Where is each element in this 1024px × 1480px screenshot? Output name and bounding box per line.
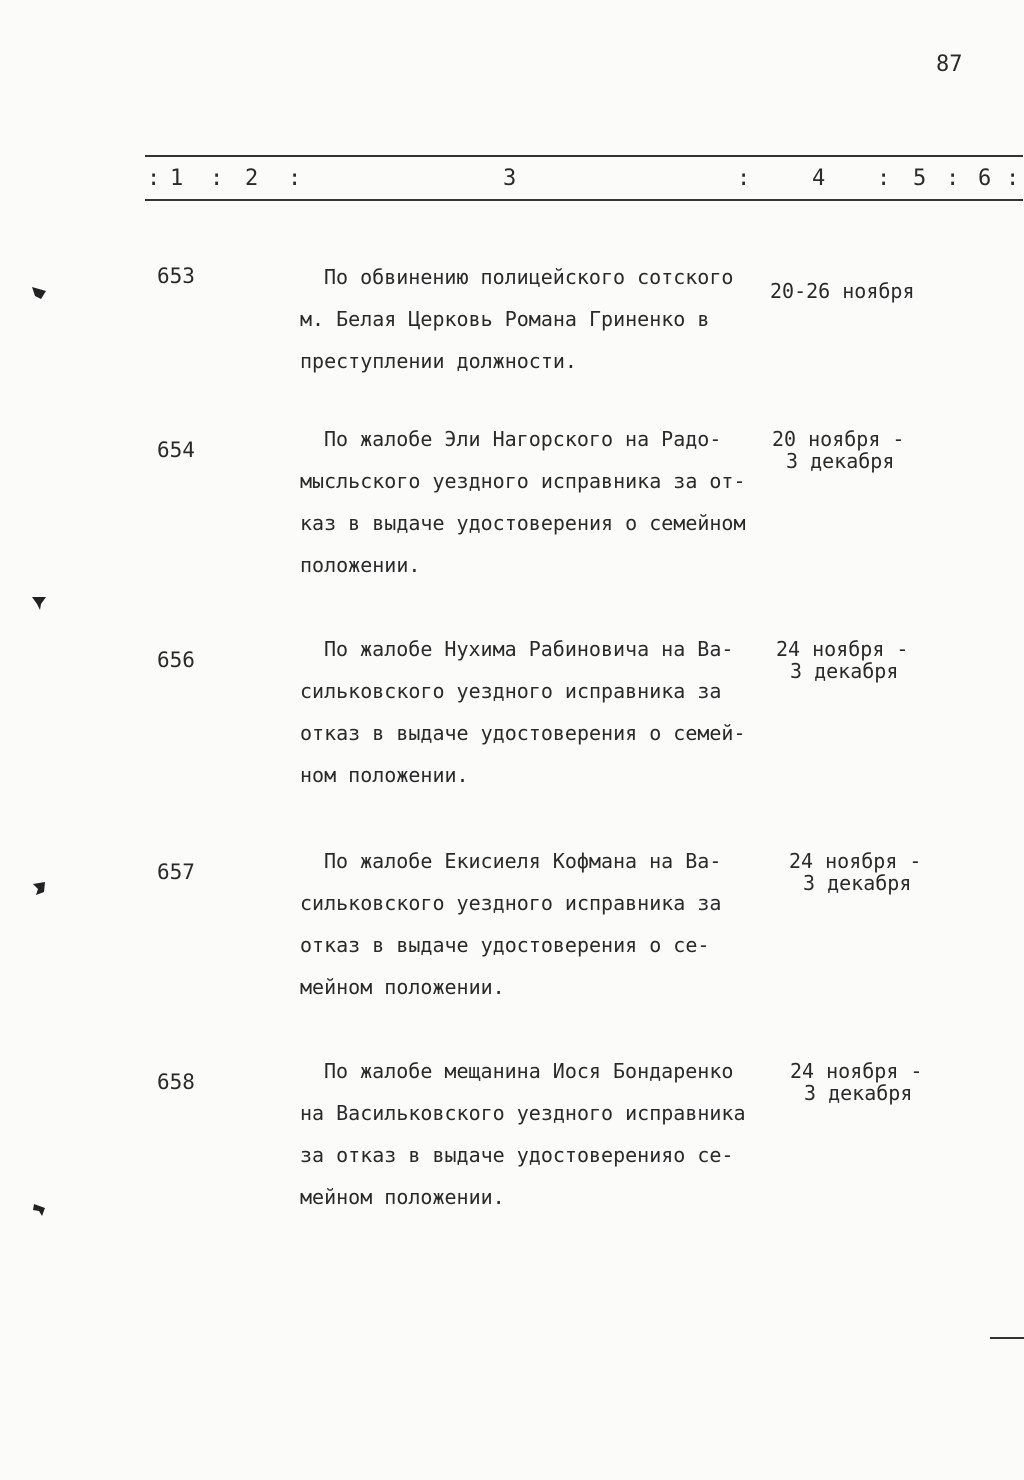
punch-hole-icon bbox=[30, 284, 48, 302]
entry-date bbox=[789, 850, 921, 894]
column-header-row bbox=[0, 166, 1024, 196]
column-separator: : bbox=[147, 166, 161, 191]
entry-date bbox=[776, 638, 908, 682]
entry-number: 656 bbox=[157, 648, 195, 672]
entry-text-line: за отказ в выдаче удостоверенияо се- bbox=[300, 1143, 734, 1167]
entry-description bbox=[300, 840, 820, 1008]
header-top-rule bbox=[145, 155, 1023, 157]
entry-text-line: каз в выдаче удостоверения о семейном bbox=[300, 511, 746, 535]
entry-text-line: положении. bbox=[300, 553, 421, 577]
punch-hole-icon bbox=[30, 880, 48, 898]
column-separator: : bbox=[946, 166, 960, 191]
entry-text-line: мейном положении. bbox=[300, 1185, 505, 1209]
entry-date bbox=[772, 428, 904, 472]
entry-text-line: преступлении должности. bbox=[300, 349, 577, 373]
date-start: 24 ноября - bbox=[776, 637, 909, 661]
entry-description bbox=[300, 418, 820, 586]
date-start: 20-26 ноября bbox=[770, 279, 915, 303]
date-end: 3 декабря bbox=[786, 449, 895, 473]
column-separator: : bbox=[1006, 166, 1020, 191]
date-end: 3 декабря bbox=[804, 1081, 913, 1105]
entry-text-line: сильковского уездного исправника за bbox=[300, 891, 722, 915]
header-bottom-rule bbox=[145, 199, 1023, 201]
column-separator: : bbox=[737, 166, 751, 191]
entry-text-line: По жалобе Нухима Рабиновича на Ва- bbox=[324, 637, 734, 661]
column-separator: : bbox=[288, 166, 302, 191]
date-end: 3 декабря bbox=[803, 871, 912, 895]
column-header-1: 1 bbox=[170, 166, 184, 191]
entry-number: 654 bbox=[157, 438, 195, 462]
entry-description bbox=[300, 628, 820, 796]
column-header-5: 5 bbox=[913, 166, 927, 191]
column-separator: : bbox=[210, 166, 224, 191]
date-start: 24 ноября - bbox=[790, 1059, 923, 1083]
column-separator: : bbox=[877, 166, 891, 191]
entry-date bbox=[770, 280, 915, 302]
date-start: 20 ноября - bbox=[772, 427, 905, 451]
entry-description bbox=[300, 1050, 820, 1218]
entry-text-line: мысльского уездного исправника за от- bbox=[300, 469, 746, 493]
entry-text-line: м. Белая Церковь Романа Гриненко в bbox=[300, 307, 710, 331]
punch-hole-icon bbox=[30, 594, 48, 612]
entry-number: 658 bbox=[157, 1070, 195, 1094]
entry-date bbox=[790, 1060, 922, 1104]
column-header-6: 6 bbox=[978, 166, 992, 191]
entry-text-line: По жалобе Эли Нагорского на Радо- bbox=[324, 427, 722, 451]
column-header-2: 2 bbox=[245, 166, 259, 191]
entry-text-line: отказ в выдаче удостоверения о се- bbox=[300, 933, 710, 957]
entry-text-line: сильковского уездного исправника за bbox=[300, 679, 722, 703]
entry-text-line: на Васильковского уездного исправника bbox=[300, 1101, 746, 1125]
entry-description bbox=[300, 256, 820, 382]
column-header-3: 3 bbox=[503, 166, 517, 191]
entry-text-line: ном положении. bbox=[300, 763, 469, 787]
date-start: 24 ноября - bbox=[789, 849, 922, 873]
entry-number: 653 bbox=[157, 264, 195, 288]
entry-text-line: По жалобе мещанина Иося Бондаренко bbox=[324, 1059, 734, 1083]
entry-text-line: отказ в выдаче удостоверения о семей- bbox=[300, 721, 746, 745]
entry-text-line: По обвинению полицейского сотского bbox=[324, 265, 734, 289]
date-end: 3 декабря bbox=[790, 659, 899, 683]
page-number: 87 bbox=[936, 52, 963, 77]
entry-text-line: мейном положении. bbox=[300, 975, 505, 999]
margin-mark bbox=[990, 1337, 1024, 1339]
entry-number: 657 bbox=[157, 860, 195, 884]
entry-text-line: По жалобе Екисиеля Кофмана на Ва- bbox=[324, 849, 722, 873]
column-header-4: 4 bbox=[812, 166, 826, 191]
punch-hole-icon bbox=[30, 1202, 48, 1220]
